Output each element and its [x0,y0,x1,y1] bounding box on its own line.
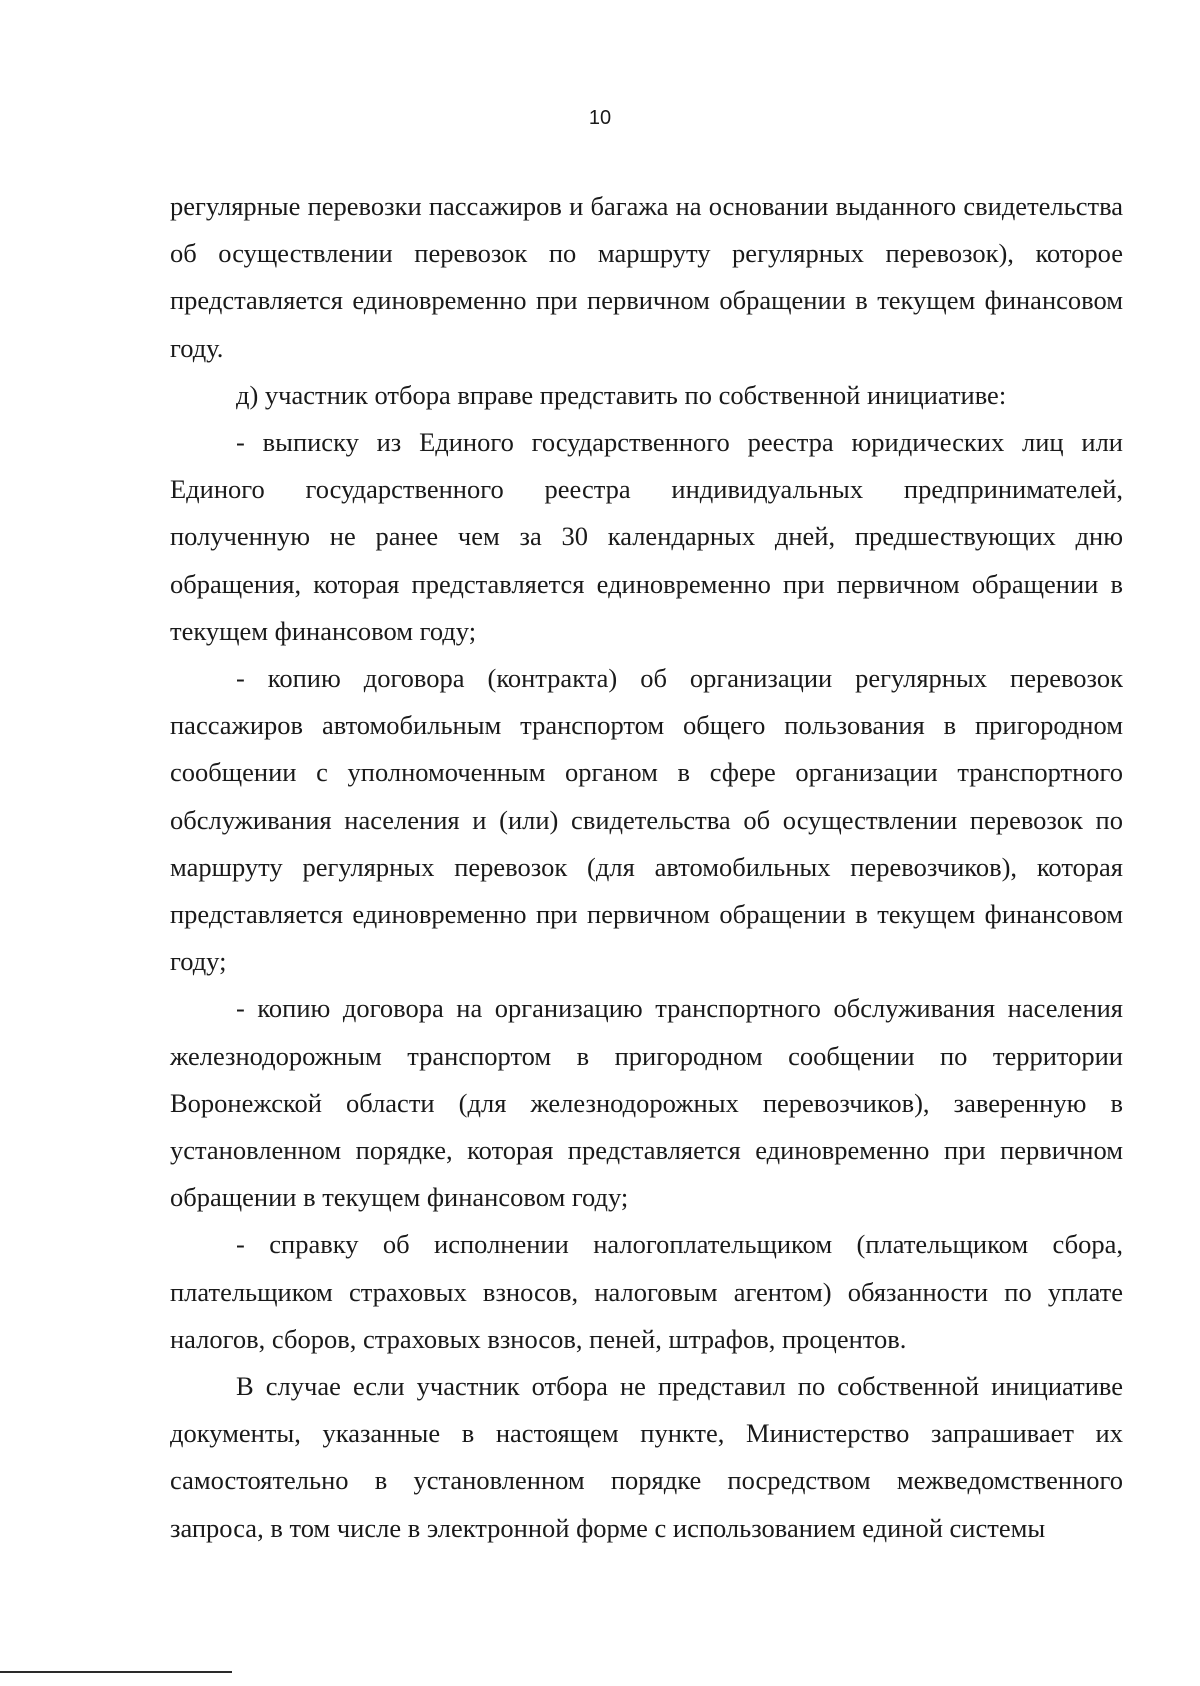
paragraph-egrul-extract: - выписку из Единого государственного реестра юридических лиц или Единого государственного реестра индивидуальных предпринимателей, полученную не ранее чем за 30 календарных дней, предшествующих дню обращения, которая представляется единовременно при первичном обращении в текущем финансовом году; [170,427,1123,646]
page-number: 10 [588,107,612,129]
document-body [170,183,1123,1552]
footer-rule [0,1671,232,1673]
paragraph-tax-certificate: - справку об исполнении налогоплательщиком (плательщиком сбора, плательщиком страховых взносов, налоговым агентом) обязанности по уплате налогов, сборов, страховых взносов, пеней, штрафов, процентов. [170,1229,1123,1354]
paragraph-item-d: д) участник отбора вправе представить по собственной инициативе: [236,379,1007,410]
paragraph-rail-contract-copy: - копию договора на организацию транспортного обслуживания населения железнодорожным транспортом в пригородном сообщении по территории Воронежской области (для железнодорожных перевозчиков), заверенную в установленном порядке, которая представляется единовременно при первичном обращении в текущем финансовом году; [170,993,1123,1213]
paragraph-auto-contract-copy: - копию договора (контракта) об организации регулярных перевозок пассажиров автомобильным транспортом общего пользования в пригородном сообщении с уполномоченным органом в сфере организации транспортного обслуживания населения и (или) свидетельства об осуществлении перевозок по маршруту регулярных перевозок (для автомобильных перевозчиков), которая представляется единовременно при первичном обращении в текущем финансовом году; [170,663,1123,977]
paragraph-ministry-request: В случае если участник отбора не представил по собственной инициативе документы, указанные в настоящем пункте, Министерство запрашивает их самостоятельно в установленном порядке посредством межведомственного запроса, в том числе в электронной форме с использованием единой системы [170,1371,1123,1543]
paragraph-continuation: регулярные перевозки пассажиров и багажа на основании выданного свидетельства об осуществлении перевозок по маршруту регулярных перевозок), которое представляется единовременно при первичном обращении в текущем финансовом году. [170,191,1123,363]
